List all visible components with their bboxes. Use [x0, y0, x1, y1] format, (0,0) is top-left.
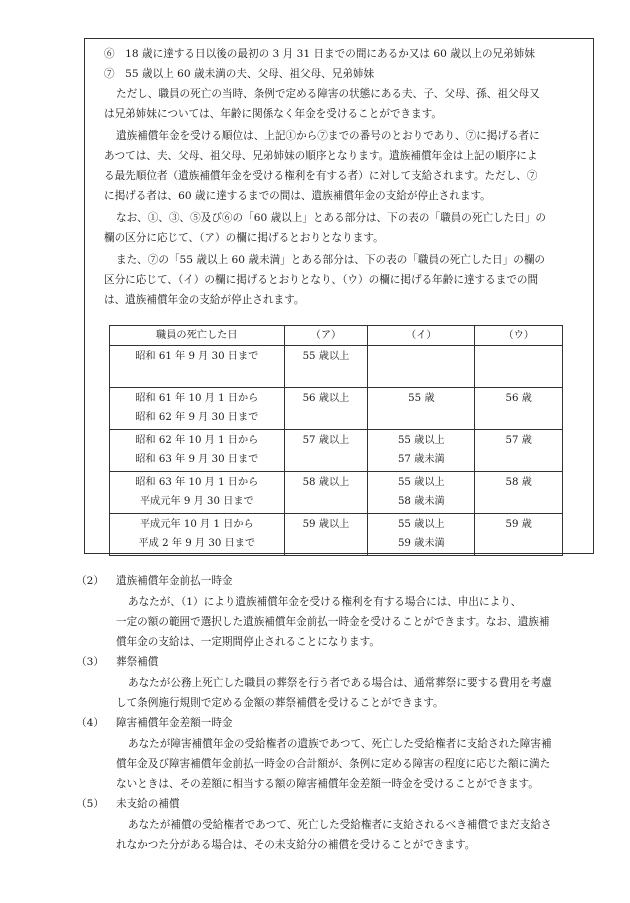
text-line: なお、①、③、⑤及び⑥の「60 歳以上」とある部分は、下の表の「職員の死亡した日」の [116, 212, 547, 224]
cell-u [475, 346, 563, 388]
cell-date: 昭和 61 年 9 月 30 日まで [110, 346, 285, 388]
section-3-title: 葬祭補償 [116, 656, 159, 668]
text-line: れなかつた分がある場合は、その未支給分の補償を受けることができます。 [116, 839, 476, 851]
table-row [110, 472, 563, 514]
table-row [110, 346, 563, 388]
table-row [110, 430, 563, 472]
text-line: 遺族補償年金を受ける順位は、上記①から⑦までの番号のとおりであり、⑦に掲げる者に [116, 130, 540, 142]
text-line: あなたが、（1）により遺族補償年金を受ける権利を有する場合には、申出により、 [128, 596, 522, 608]
text-line: 一定の額の範囲で選択した遺族補償年金前払一時金を受けることができます。なお、遺族補 [116, 616, 550, 628]
header-death-date: 職員の死亡した日 [110, 326, 285, 346]
text-line: ただし、職員の死亡の当時、条例で定める障害の状態にある夫、子、父母、孫、祖父母又 [116, 88, 540, 100]
text-line: あなたが補償の受給権者であつて、死亡した受給権者に支給されるべき補償でまだ支給さ [128, 819, 552, 831]
cell-u: 56 歳 [475, 388, 563, 430]
section-3-number: （3） [76, 656, 104, 668]
cell-i: 55 歳以上 59 歳未満 [368, 514, 475, 556]
cell-i: 55 歳以上 58 歳未満 [368, 472, 475, 514]
text-line: あなたが障害補償年金の受給権者の遺族であつて、死亡した受給権者に支給された障害補 [128, 738, 552, 750]
cell-date: 昭和 63 年 10 月 1 日から 平成元年 9 月 30 日まで [110, 472, 285, 514]
table-header-row [110, 326, 563, 346]
cell-i: 55 歳以上 57 歳未満 [368, 430, 475, 472]
cell-date: 昭和 61 年 10 月 1 日から 昭和 62 年 9 月 30 日まで [110, 388, 285, 430]
section-2-number: （2） [76, 575, 104, 587]
text-line: 償年金及び障害補償年金前払一時金の合計額が、条例に定める障害の程度に応じた額に満た [116, 758, 551, 770]
cell-u: 57 歳 [475, 430, 563, 472]
text-line: る最先順位者（遺族補償年金を受ける権利を有する者）に対して支給されます。ただし、⑦ [104, 170, 538, 182]
header-u: （ウ） [475, 326, 563, 346]
section-5-number: （5） [76, 798, 104, 810]
section-4-title: 障害補償年金差額一時金 [116, 717, 233, 729]
cell-a: 55 歳以上 [284, 346, 368, 388]
item-7: ⑦ 55 歳以上 60 歳未満の夫、父母、祖父母、兄弟姉妹 [104, 68, 375, 80]
cell-date: 昭和 62 年 10 月 1 日から 昭和 63 年 9 月 30 日まで [110, 430, 285, 472]
cell-i: 55 歳 [368, 388, 475, 430]
header-i: （イ） [368, 326, 475, 346]
cell-u: 58 歳 [475, 472, 563, 514]
text-line: 欄の区分に応じて、（ア）の欄に掲げるとおりとなります。 [104, 232, 384, 244]
cell-a: 59 歳以上 [284, 514, 368, 556]
text-line: して条例施行規則で定める金額の葬祭補償を受けることができます。 [116, 697, 444, 709]
text-line: は兄弟姉妹については、年齢に関係なく年金を受けることができます。 [104, 108, 442, 120]
text-line: に掲げる者は、60 歳に達するまでの間は、遺族補償年金の支給が停止されます。 [104, 190, 491, 202]
text-line: ないときは、その差額に相当する額の障害補償年金差額一時金を受けることができます。 [116, 778, 539, 790]
cell-u: 59 歳 [475, 514, 563, 556]
text-line: 区分に応じて、（イ）の欄に掲げるとおりとなり、（ウ）の欄に掲げる年齢に達するまでの間 [104, 274, 539, 286]
item-6: ⑥ 18 歳に達する日以後の最初の 3 月 31 日までの間にあるか又は 60 歳以上の兄弟姉妹 [104, 48, 535, 60]
section-2-title: 遺族補償年金前払一時金 [116, 575, 233, 587]
age-table [109, 325, 563, 556]
table-row [110, 388, 563, 430]
header-a: （ア） [284, 326, 368, 346]
section-5-title: 未支給の補償 [116, 798, 180, 810]
text-line: 償年金の支給は、一定期間停止されることになります。 [116, 636, 380, 648]
cell-a: 58 歳以上 [284, 472, 368, 514]
cell-date: 平成元年 10 月 1 日から 平成 2 年 9 月 30 日まで [110, 514, 285, 556]
table-row [110, 514, 563, 556]
cell-i [368, 346, 475, 388]
text-line: あつては、夫、父母、祖父母、兄弟姉妹の順序となります。遺族補償年金は上記の順序によ [104, 150, 538, 162]
text-line: あなたが公務上死亡した職員の葬祭を行う者である場合は、通常葬祭に要する費用を考慮 [128, 677, 552, 689]
text-line: また、⑦の「55 歳以上 60 歳未満」とある部分は、下の表の「職員の死亡した日」の欄の [116, 254, 546, 266]
cell-a: 57 歳以上 [284, 430, 368, 472]
cell-a: 56 歳以上 [284, 388, 368, 430]
section-4-number: （4） [76, 717, 104, 729]
text-line: は、遺族補償年金の支給が停止されます。 [104, 294, 305, 306]
